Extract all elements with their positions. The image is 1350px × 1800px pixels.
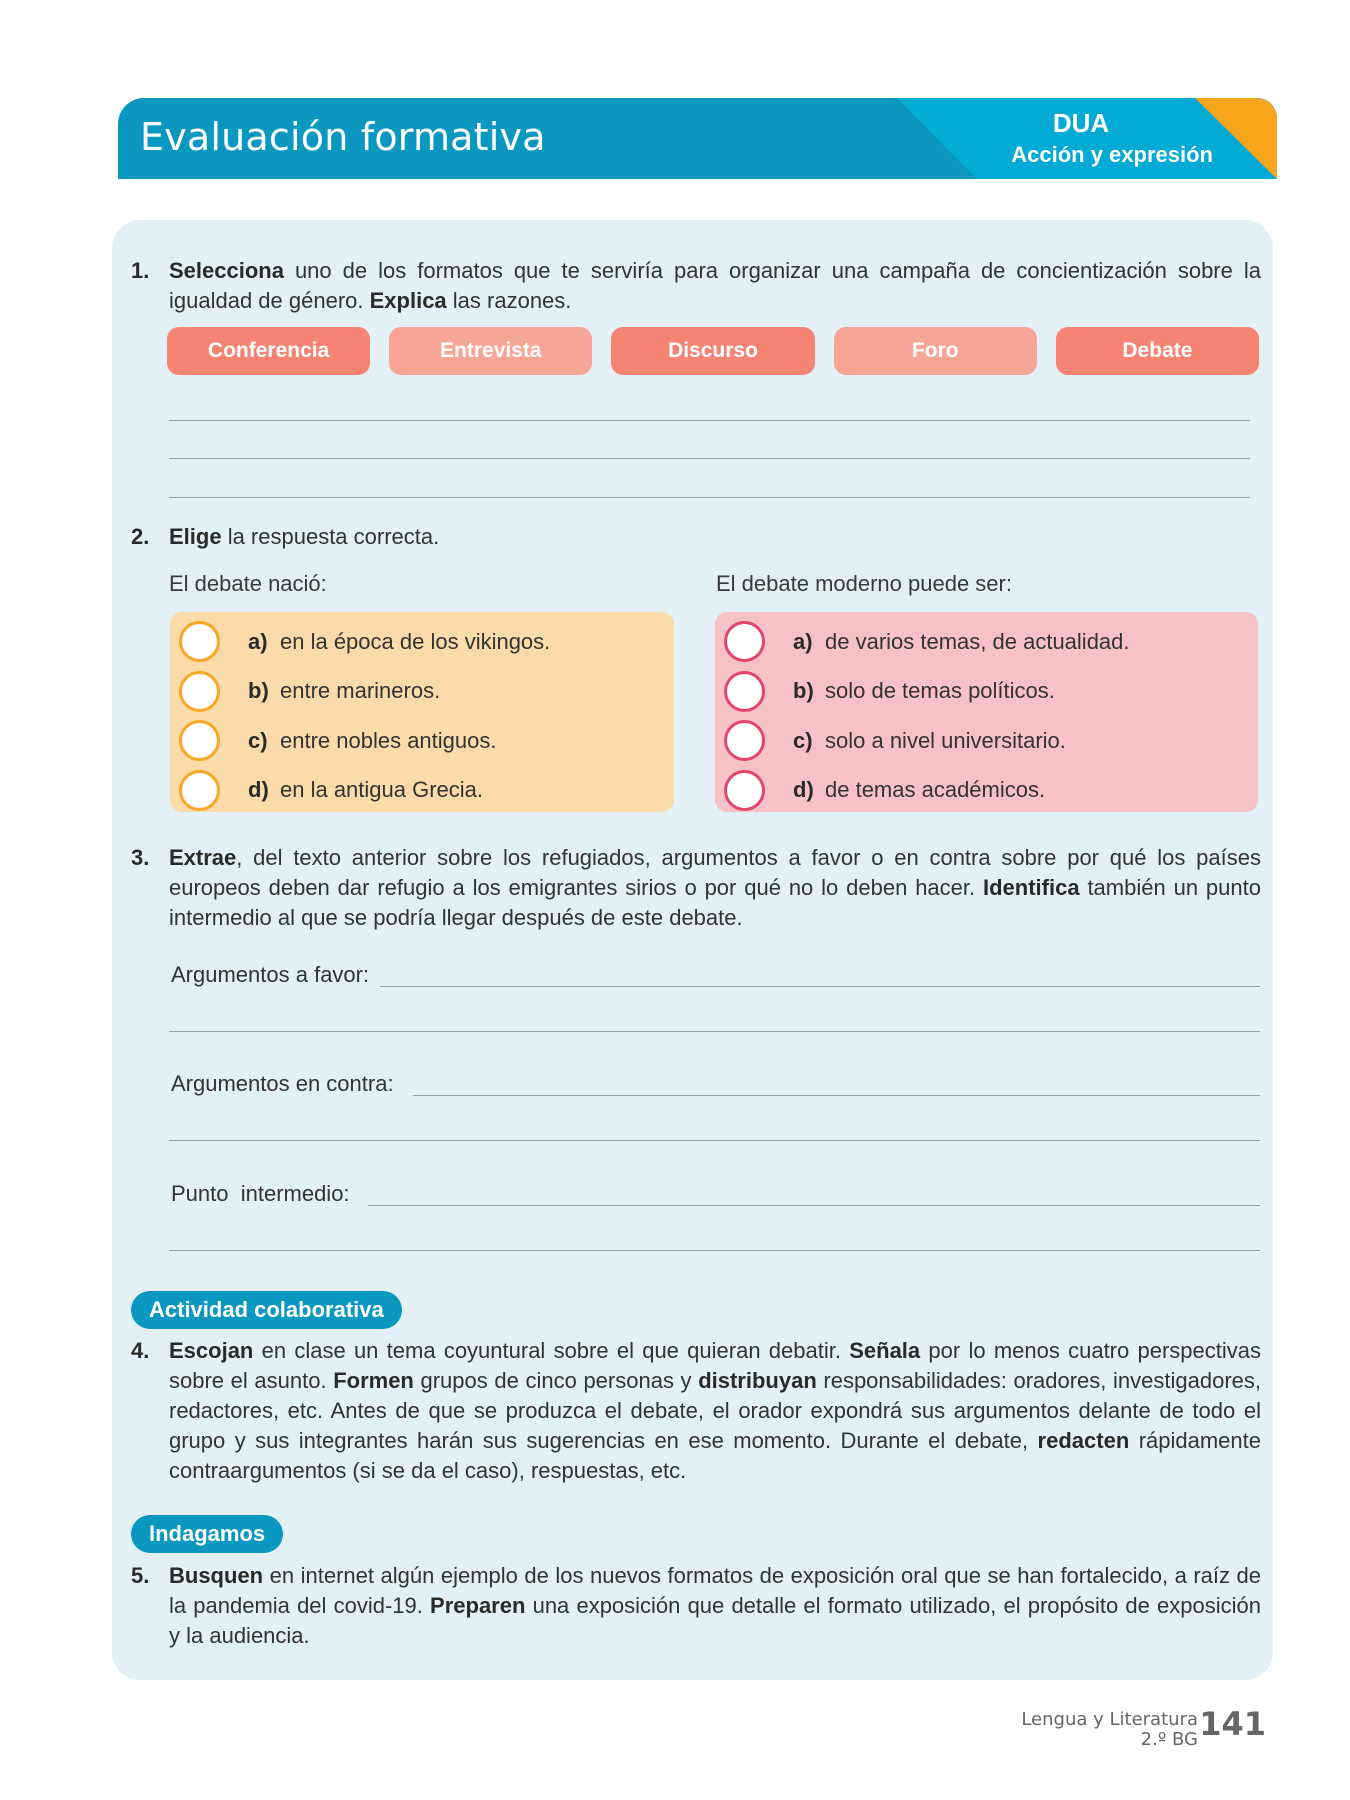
question-3 (131, 843, 1261, 933)
option-text: de temas académicos. (825, 777, 1046, 803)
middle-point-line-2[interactable] (169, 1250, 1260, 1251)
option-letter: a) (248, 628, 268, 654)
option-b[interactable] (170, 667, 674, 717)
question-text-part: uno de los formatos que te serviría para organizar una campaña de concientización sobre la igualdad de género. (169, 258, 1261, 313)
middle-point-line[interactable] (368, 1205, 1260, 1206)
research-pill: Indagamos (131, 1515, 283, 1553)
option-text: solo de temas políticos. (825, 678, 1055, 704)
option-letter: c) (793, 727, 813, 753)
question-text-part: por lo menos cuatro perspectivas sobre el asunto. (169, 1338, 1261, 1393)
option-text: entre nobles antiguos. (280, 727, 497, 753)
option-letter: a) (793, 628, 813, 654)
question-number: 4. (131, 1338, 150, 1363)
dua-label: DUA (1052, 108, 1110, 138)
question-text-part: también un punto intermedio al que se podría llegar después de este debate. (169, 875, 1261, 930)
option-d[interactable] (170, 766, 674, 816)
format-foro-button[interactable]: Foro (834, 327, 1037, 375)
dua-subtitle: Acción y expresión (1011, 142, 1213, 167)
modern-debate-options (715, 612, 1258, 812)
option-a[interactable] (715, 617, 1258, 667)
option-letter: d) (248, 777, 269, 803)
option-b[interactable] (715, 667, 1258, 717)
question-text-part: en clase un tema coyuntural sobre el que quieran debatir. (253, 1338, 850, 1363)
option-letter: b) (248, 678, 269, 704)
radio-circle[interactable] (724, 720, 765, 761)
radio-circle[interactable] (724, 770, 765, 811)
option-letter: d) (793, 777, 814, 803)
origin-options (170, 612, 674, 812)
instruction-verb: Selecciona (169, 258, 284, 283)
option-c[interactable] (715, 716, 1258, 766)
question-text (169, 256, 1261, 316)
question-text-part: grupos de cinco personas y (413, 1368, 699, 1393)
question-text-part: , del texto anterior sobre los refugiados, argumentos a favor o en contra sobre por qué los países europeos deben dar refugio a los emigrantes sirios o por qué no lo deben hacer. (169, 845, 1261, 900)
left-subheading: El debate nació: (169, 571, 327, 596)
instruction-verb: redacten (1037, 1428, 1130, 1453)
question-text (169, 843, 1261, 933)
format-conferencia-button[interactable]: Conferencia (167, 327, 370, 375)
arguments-against-line-2[interactable] (169, 1140, 1260, 1141)
collaborative-activity-pill: Actividad colaborativa (131, 1291, 402, 1329)
question-text-part: una exposición que detalle el formato utilizado, el propósito de exposición y la audiencia. (169, 1593, 1261, 1648)
option-text: de varios temas, de actualidad. (825, 628, 1130, 654)
question-number: 3. (131, 845, 150, 870)
question-text-part: en internet algún ejemplo de los nuevos formatos de exposición oral que se han fortalecido, a raíz de la pandemia del covid-19. (169, 1563, 1261, 1618)
page-title: Evaluación formativa (140, 115, 546, 159)
question-text-part: la respuesta correcta. (221, 524, 440, 549)
option-text: entre marineros. (280, 678, 441, 704)
option-letter: c) (248, 727, 268, 753)
right-subheading: El debate moderno puede ser: (716, 571, 1012, 596)
middle-point-label: Punto intermedio: (171, 1181, 350, 1206)
option-letter: b) (793, 678, 814, 704)
option-d[interactable] (715, 766, 1258, 816)
radio-circle[interactable] (179, 770, 220, 811)
arguments-against-line[interactable] (413, 1095, 1260, 1096)
instruction-verb: Preparen (430, 1593, 526, 1618)
arguments-for-line[interactable] (380, 986, 1260, 987)
arguments-against-label: Argumentos en contra: (171, 1071, 394, 1096)
question-number: 2. (131, 524, 150, 549)
format-entrevista-button[interactable]: Entrevista (389, 327, 592, 375)
question-text (169, 1336, 1261, 1486)
question-text (169, 522, 1261, 552)
section-header (118, 98, 1277, 179)
instruction-verb: Formen (333, 1368, 414, 1393)
answer-line[interactable] (169, 458, 1250, 459)
radio-circle[interactable] (179, 621, 220, 662)
radio-circle[interactable] (724, 671, 765, 712)
question-2 (131, 522, 1261, 552)
instruction-verb: Elige (169, 524, 222, 549)
option-text: en la época de los vikingos. (280, 628, 551, 654)
instruction-verb: Identifica (983, 875, 1080, 900)
option-a[interactable] (170, 617, 674, 667)
instruction-verb: Busquen (169, 1563, 264, 1588)
option-c[interactable] (170, 716, 674, 766)
question-text (169, 1561, 1261, 1651)
subject-name: Lengua y Literatura (1021, 1709, 1198, 1730)
instruction-verb: Escojan (169, 1338, 254, 1363)
grade-level: 2.º BG (1140, 1729, 1198, 1750)
question-4 (131, 1336, 1261, 1486)
instruction-verb: Extrae (169, 845, 237, 870)
question-text-part: responsabilidades: oradores, investigadores, redactores, etc. Antes de que se produzca el debate, el orador expondrá sus argumentos delante de todo el grupo y sus integrantes harán sus sugerencias en ese momento. Durante el debate, (169, 1368, 1261, 1453)
question-number: 5. (131, 1563, 150, 1588)
page-number: 141 (1199, 1705, 1266, 1743)
instruction-verb: Explica (369, 288, 447, 313)
format-discurso-button[interactable]: Discurso (611, 327, 814, 375)
answer-line[interactable] (169, 497, 1250, 498)
radio-circle[interactable] (724, 621, 765, 662)
answer-line[interactable] (169, 420, 1250, 421)
format-debate-button[interactable]: Debate (1056, 327, 1259, 375)
radio-circle[interactable] (179, 720, 220, 761)
format-options (167, 327, 1259, 375)
instruction-verb: Señala (849, 1338, 921, 1363)
instruction-verb: distribuyan (698, 1368, 817, 1393)
question-text-part: las razones. (446, 288, 572, 313)
arguments-for-label: Argumentos a favor: (171, 962, 370, 987)
option-text: solo a nivel universitario. (825, 727, 1066, 753)
question-5 (131, 1561, 1261, 1651)
option-text: en la antigua Grecia. (280, 777, 484, 803)
radio-circle[interactable] (179, 671, 220, 712)
question-number: 1. (131, 258, 150, 283)
arguments-for-line-2[interactable] (169, 1031, 1260, 1032)
question-text-part: rápidamente contraargumentos (si se da el caso), respuestas, etc. (169, 1428, 1261, 1483)
question-1 (131, 256, 1261, 316)
